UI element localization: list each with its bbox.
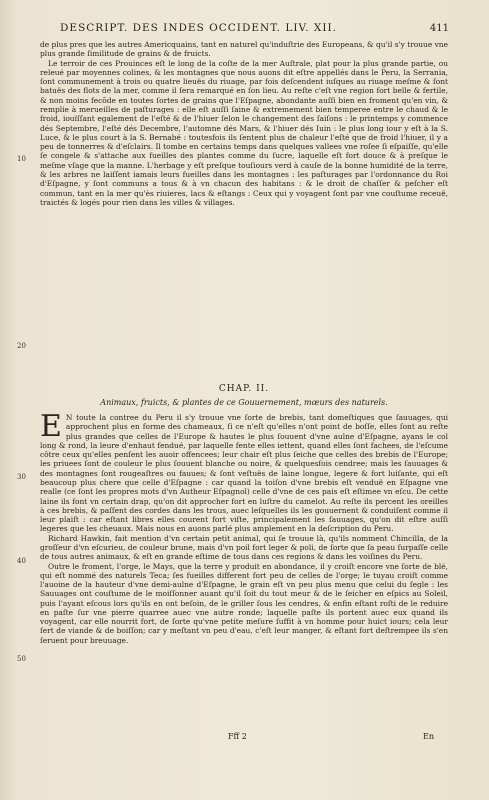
running-header <box>60 22 449 34</box>
body-text-bottom <box>40 409 448 645</box>
margin-line-number: 50 <box>17 655 26 663</box>
signature-mark: Fff 2 <box>228 732 247 741</box>
catchword: En <box>423 732 434 741</box>
paragraph-text: N toute la contree du Peru il s'y trouue vne ſorte de brebis, tant domeſtiques que ſauuages, qui approchent plus en forme des chameaux, ſi ce n'eſt qu'elles n'ont point de boſſe, elles ſont au reſte plus grandes que celles de l'Europe & hautes le plus ſouuent d'vne aulne d'Eſpagne, ayans le col long & rond, la leure d'enhaut fendué, par laquelle fente elles iettent, quand elles ſont fachees, de l'eſcume côtre ceux qu'elles penſent les auoir offencees; leur chair eſt plus ſeiche que celles des brebis de l'Europe; les priuees ſont de couleur le plus ſouuent blanche ou noire, & quelquesfois cendree; mais les ſauuages & des montagnes ſont rougeaſtres ou fauues; & ſont veſtuës de laine longue, legere & fort luiſante, qui eſt beaucoup plus chere que celle d'Eſpagne : car quand la toiſon d'vne brebis eſt venduë en Eſpagne vne realle (ce ſont les propres mots d'vn Autheur Eſpagnol) celle d'vne de ces pais eſt eſtimee vn eſcu. De cette laine ils font vn certain drap, qu'on dit approcher fort en luſtre du camelot. Au reſte ils percent les oreilles à ces brebis, & paſſent des cordes dans les trous, auec leſquelles ils les gouuernent & conduiſent comme il leur plaiſt : car eſtant libres elles courent fort viſte, principalement les ſauuages, qu'on dit eſtre auſſi legeres que les cheuaux. Mais nous en auons parlé plus amplement en la deſcription du Peru. <box>40 413 448 534</box>
running-title: DESCRIPT. DES INDES OCCIDENT. LIV. XII. <box>60 22 338 34</box>
paragraph: de plus pres que les autres Americquains, tant en naturel qu'induſtrie des Europeans, & qu'il s'y trouue vne plus grande ſimilitude de grains & de fruicts. <box>40 40 448 59</box>
chapter-subtitle: Animaux, fruicts, & plantes de ce Gouuernement, mœurs des naturels. <box>100 398 388 407</box>
paragraph: Richard Hawkin, fait mention d'vn certain petit animal, qui ſe trouue là, qu'ils nomment Chincilla, de la groſſeur d'vn eſcurieu, de couleur brune, mais d'vn poil fort leger & poli, de ſorte que ſa peau ſurpaſſe celle de tous autres animaux, & eſt en grande eſtime de tous dans ces regions & dans les voiſines du Peru. <box>40 533 448 562</box>
drop-capital: E <box>40 409 62 444</box>
margin-line-number: 20 <box>17 342 26 350</box>
paragraph <box>40 409 448 534</box>
page-number: 411 <box>429 23 449 34</box>
chapter-title: CHAP. II. <box>218 384 270 394</box>
margin-line-number: 10 <box>17 155 26 163</box>
paragraph: Le terroir de ces Prouinces eſt le long de la coſte de la mer Auſtrale, plat pour la plus grande partie, ou releué par moyennes colines, & les montagnes que nous auons dit eſtre appellés dans le Peru, la Serrania, ſont communement à trois ou quatre lieuës du riuage, par fois deſcendent iuſques au riuage meſme & ſont batuës des flots de la mer, comme il ſera remarqué en ſon lieu. Au reſte c'eſt vne region fort belle & fertile, & non moins fecõde en toutes ſortes de grains que l'Eſpagne, abondante auſſi bien en froment qu'en vin, & remplie à merueilles de paſturages : elle eſt auſſi ſaine & extremement bien temperee entre le chaud & le froid, iouïſſant egalement de l'eſté & de l'hiuer ſelon le changement des ſaiſons : le printemps y commence dés Septembre, l'eſté dés Decembre, l'automne dés Mars, & l'hiuer dés Iuin : le plus long iour y eſt à la S. Luce, & le plus court à la S. Bernabé : toutesfois ils ſentent plus de chaleur l'eſté que de froid l'hiuer, il y a peu de tonnerres & d'eſclairs. Il tombe en certains temps dans quelques vallees vne roſee ſi eſpaiſſe, qu'elle ſe congele & s'attache aux fueilles des plantes comme du ſucre, laquelle eſt fort douce & à preſque le meſme vſage que la manne. L'herbage y eſt preſque touſiours verd à cauſe de la bonne humidité de la terre, & les arbres ne laiſſent iamais leurs fueilles dans les montagnes : les paſturages par l'ordonnance du Roi d'Eſpagne, y ſont communs a tous & à vn chacun des habitans : & le droit de chaſſer & peſcher eſt commun, tant en la mer qu'ès riuieres, lacs & eſtangs : Ceux qui y voyagent ſont par vne couſtume receuë, traictés & logés pour rien dans les villes & villages. <box>40 58 448 207</box>
body-text-top <box>40 40 448 207</box>
margin-line-number: 40 <box>17 557 26 565</box>
margin-line-number: 30 <box>17 473 26 481</box>
paragraph: Outre le froment, l'orge, le Mays, que la terre y produit en abondance, il y croiſt encore vne ſorte de blé, qui eſt nommé des naturels Teca; ſes fueilles different fort peu de celles de l'orge; le tuyau croiſt comme l'auoine de la hauteur d'vne demi-aulne d'Eſpagne, le grain eſt vn peu plus menu que celui du ſegle : les Sauuages ont couſtume de le moiſſonner auant qu'il ſoit du tout meur & de le ſeicher en eſpics au Soleil, puis l'ayant eſcous lors qu'ils en ont beſoin, de le griller ſous les cendres, & enfin eſtant roſti de le reduire en paſte ſur vne pierre quarree auec vne autre ronde; laquelle paſte ils portent auec eux quand ils voyagent, car elle nourrit fort, de ſorte qu'vne petite meſure ſuffit à vn homme pour huict iours; cela leur ſert de viande & de boiſſon; car y meſtant vn peu d'eau, c'eſt leur manger, & eſtant fort deſtrempee ils s'en ſeruent pour breuuage. <box>40 561 448 645</box>
